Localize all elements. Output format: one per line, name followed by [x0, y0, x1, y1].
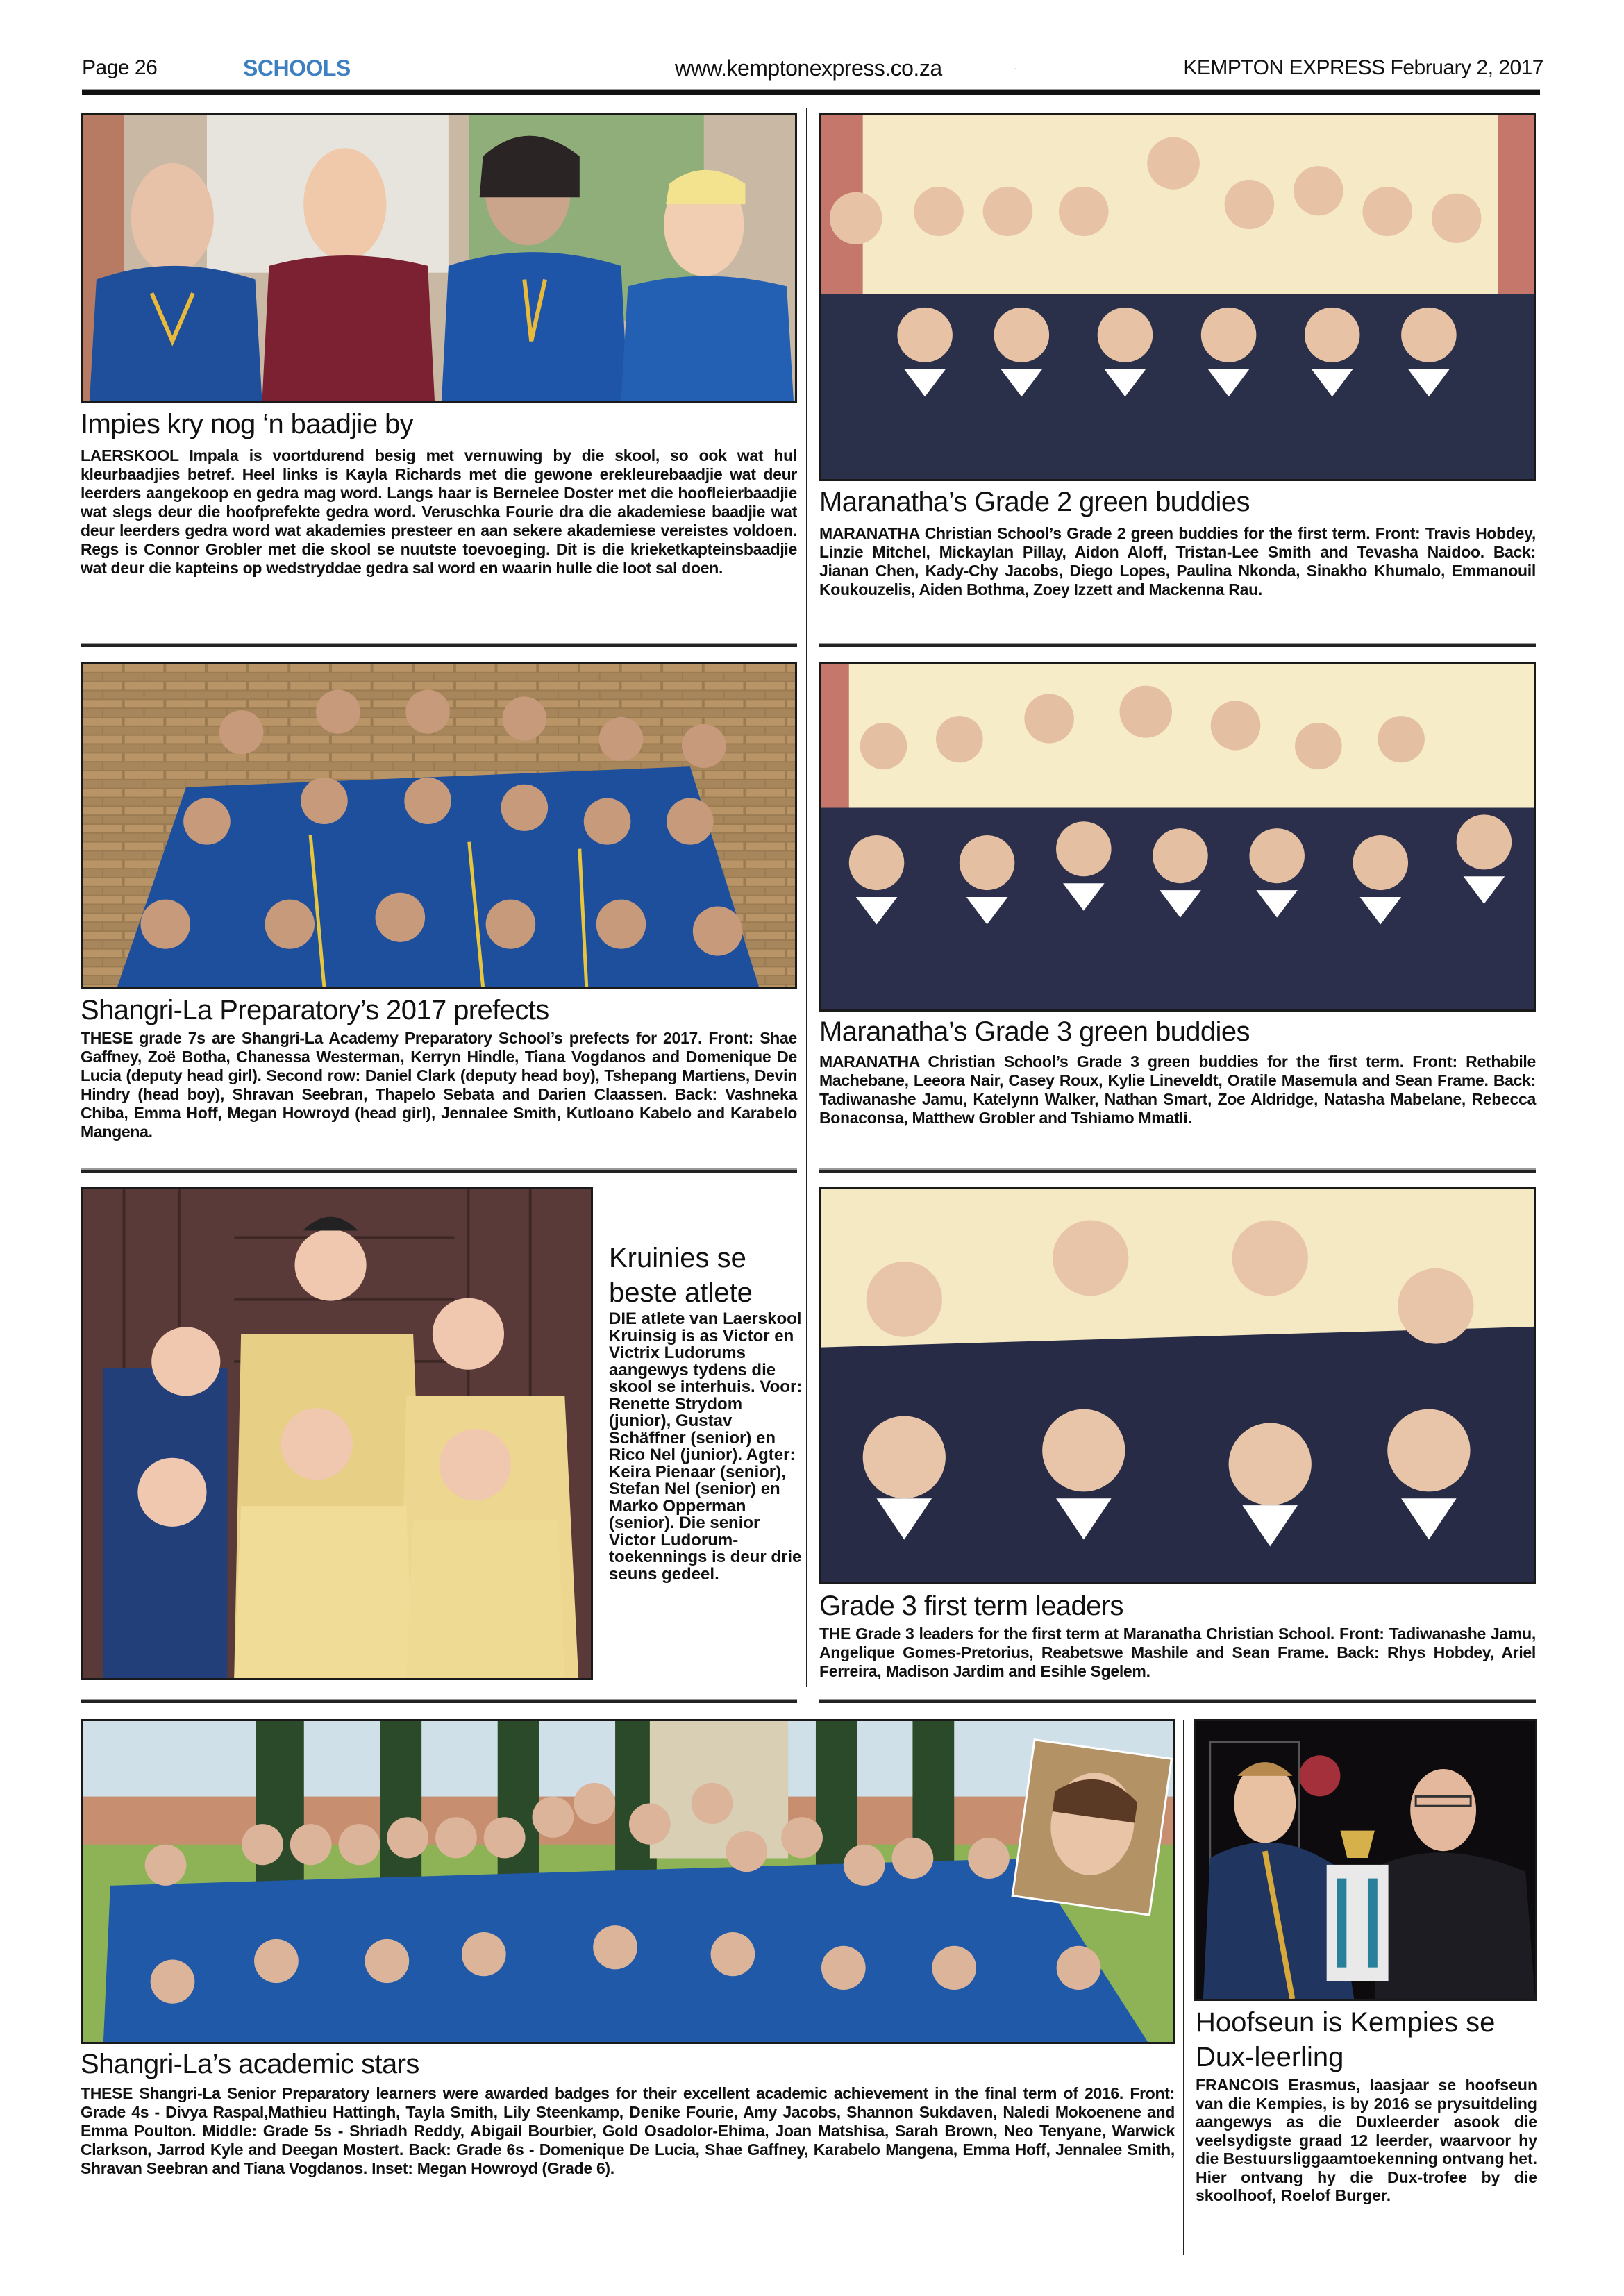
caption-shangrila-prefects: THESE grade 7s are Shangri-La Academy Preparatory School’s prefects for 2017. Front: Shae Gaffney, Zoë Botha, Chanessa Westerman, Kerryn Hindle, Tiana Vogdanos and Domenique De Lucia (deputy head girl). Second row: Daniel Clark (deputy head boy), Tshepang Martiens, Devin Hindry (head boy), Shravan Seebran, Thapelo Sebata and Darien Claassen. Back: Vashneka Chiba, Emma Hoff, Megan Howroyd (head girl), Jennalee Smith, Kutloano Kabelo and Karabelo Mangena. — [81, 1029, 797, 1141]
article-rule — [819, 1699, 1536, 1703]
publication-date: KEMPTON EXPRESS February 2, 2017 — [1183, 56, 1543, 79]
photo-image — [821, 115, 1534, 479]
photo-image — [1196, 1721, 1535, 1999]
headline-academic-stars: Shangri-La’s academic stars — [81, 2049, 419, 2079]
caption-academic-stars: THESE Shangri-La Senior Preparatory learners were awarded badges for their excellent academic achievement in the final term of 2016. Front: Grade 4s - Divya Raspal,Mathieu Hattingh, Tayla Smith, Lily Steenkamp, Denike Fourie, Amy Jacobs, Shannon Sukdaven, Naledi Mokoenene and Emma Poulton. Middle: Grade 5s - Shriadh Reddy, Abigail Bourbier, Gold Osadolor-Ehima, Joan Matshisa, Sarah Brown, Neo Tenyane, Warwick Clarkson, Jarrod Kyle and Deegan Mostert. Back: Grade 6s - Domenique De Lucia, Shae Gaffney, Karabelo Mangena, Emma Hoff, Jennalee Smith, Shravan Seebran and Tiana Vogdanos. Inset: Megan Howroyd (Grade 6). — [81, 2084, 1175, 2177]
headline-kruinies-line1: Kruinies se — [609, 1243, 746, 1273]
caption-kruinies: DIE atlete van Laerskool Kruinsig is as Victor en Victrix Ludorums aangewys tydens die skool se interhuis. Voor: Renette Strydom (junior), Gustav Schäffner (senior) en Rico Nel (junior). Agter: Keira Pienaar (senior), Stefan Nel (senior) en Marko Opperman (senior). Die senior Victor Ludorum-toekennings is deur drie seuns gedeel. — [609, 1309, 803, 1584]
caption-grade2-green-buddies: MARANATHA Christian School’s Grade 2 green buddies for the first term. Front: Travis Hobdey, Linzie Mitchel, Mickaylan Pillay, Aidon Aloff, Tristan-Lee Smith and Tevasha Naidoo. Back: Jianan Chen, Kady-Chy Jacobs, Diego Lopes, Paulina Nkonda, Sinakho Khumalo, Emmanouil Koukouzelis, Aiden Bothma, Zoey Izzett and Mackenna Rau. — [819, 524, 1536, 598]
caption-impies: LAERSKOOL Impala is voortdurend besig met vernuwing by die skool, so ook wat hul kleurbaadjies betref. Heel links is Kayla Richards met die gewone erekleurebaadjie wat deur leerders aangekoop en gedra mag word. Langs haar is Bernelee Doster met die hoofleierbaadjie wat slegs deur die hoofprefekte gedra word. Veruschka Fourie dra die akademiese baadjie wat deur leerders gedra word wat akademies presteer en aan sekere akademiese vereistes voldoen. Regs is Connor Grobler met die skool se nuutste toevoeging. Dit is die krieketkapteinsbaadjie wat deur die kapteins op wedstryddae gedra sal word en waarin hulle die loot sal doen. — [81, 446, 797, 577]
article-rule — [81, 1699, 797, 1703]
section-label: SCHOOLS — [243, 56, 351, 81]
headline-hoofseun-line2: Dux-leerling — [1196, 2042, 1344, 2072]
photo-grade3-green-buddies — [819, 662, 1536, 1012]
photo-image — [821, 664, 1534, 1009]
headline-shangrila-prefects: Shangri-La Preparatory’s 2017 prefects — [81, 995, 549, 1025]
caption-hoofseun-dux: FRANCOIS Erasmus, laasjaar se hoofseun van die Kempies, is by 2016 se prysuitdeling aangewys as die Duxleerder asook die veelsydigste graad 12 leerder, waarvoor hy die Bestuursliggaamtoekenning ontvang het. Hier ontvang hy die Dux-trofee by die skoolhoof, Roelof Burger. — [1196, 2076, 1538, 2204]
headline-grade3-leaders: Grade 3 first term leaders — [819, 1591, 1123, 1621]
photo-impies — [81, 113, 797, 403]
caption-grade3-leaders: THE Grade 3 leaders for the first term at Maranatha Christian School. Front: Tadiwanashe Jamu, Angelique Gomes-Pretorius, Reabetswe Mashile and Sean Frame. Back: Rhys Hobdey, Ariel Ferreira, Madison Jardim and Esihle Sgelem. — [819, 1625, 1536, 1680]
photo-image — [83, 115, 795, 401]
headline-grade2-green-buddies: Maranatha’s Grade 2 green buddies — [819, 487, 1250, 517]
photo-image — [821, 1189, 1534, 1582]
photo-grade2-green-buddies — [819, 113, 1536, 481]
column-divider-bottom — [1183, 1720, 1184, 2255]
photo-image — [83, 664, 795, 987]
article-rule — [81, 1168, 797, 1173]
photo-grade3-leaders — [819, 1187, 1536, 1584]
page-number: Page 26 — [82, 56, 158, 79]
website-url[interactable]: www.kemptonexpress.co.za — [675, 56, 942, 81]
photo-shangrila-prefects — [81, 662, 797, 989]
decorative-dots: · · — [1014, 62, 1023, 74]
headline-impies: Impies kry nog ‘n baadjie by — [81, 409, 414, 439]
photo-image — [83, 1189, 591, 1678]
article-rule — [819, 643, 1536, 647]
header-rule — [82, 89, 1540, 95]
article-rule — [81, 643, 797, 647]
photo-hoofseun-dux — [1194, 1719, 1537, 2001]
column-divider — [806, 108, 807, 1687]
photo-image — [83, 1721, 1173, 2042]
caption-grade3-green-buddies: MARANATHA Christian School’s Grade 3 green buddies for the first term. Front: Rethabile Machebane, Leeora Nair, Casey Roux, Kylie Lineveldt, Oratile Masemula and Sean Frame. Back: Tadiwanashe Jamu, Katelynn Walker, Nathan Smart, Zoe Aldridge, Natasha Mabelane, Rebecca Bonaconsa, Matthew Grobler and Tshiamo Mmatli. — [819, 1053, 1536, 1127]
headline-grade3-green-buddies: Maranatha’s Grade 3 green buddies — [819, 1016, 1250, 1047]
photo-academic-stars — [81, 1719, 1175, 2044]
headline-hoofseun-line1: Hoofseun is Kempies se — [1196, 2007, 1496, 2038]
headline-kruinies-line2: beste atlete — [609, 1277, 753, 1308]
photo-kruinies-athletes — [81, 1187, 593, 1680]
article-rule — [819, 1168, 1536, 1173]
